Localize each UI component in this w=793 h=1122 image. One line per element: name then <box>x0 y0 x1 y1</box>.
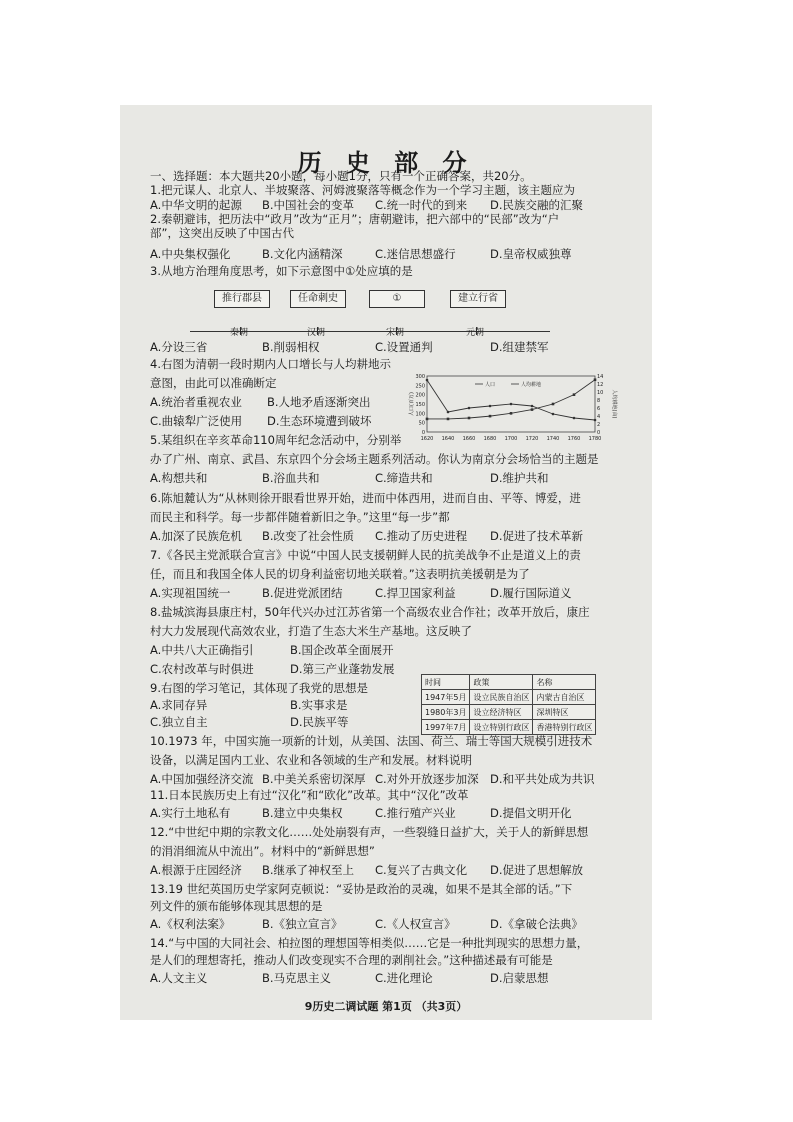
q5-option-b: B.浴血共和 <box>262 471 320 485</box>
q11-option-c: C.推行殖产兴业 <box>375 806 456 820</box>
q12-option-d: D.促进了思想解放 <box>490 863 584 877</box>
timeline-era-song: 宋朝 <box>386 328 405 338</box>
q7-option-d: D.履行国际道义 <box>490 586 572 600</box>
timeline-box-2: 任命刺史 <box>290 290 346 308</box>
chart-point <box>531 405 534 408</box>
q12-option-a: A.根源于庄园经济 <box>150 863 242 877</box>
chart-legend-label: 人口 <box>485 382 496 388</box>
chart-point <box>510 403 513 406</box>
q1-stem: 1.把元谋人、北京人、半坡聚落、河姆渡聚落等概念作为一个学习主题，该主题应为 <box>150 183 575 197</box>
q9-option-a: A.求同存异 <box>150 698 208 712</box>
chart-y-right-tick-label: 12 <box>597 382 604 388</box>
q3-stem: 3.从地方治理角度思考，如下示意图中①处应填的是 <box>150 264 413 278</box>
q6-option-a: A.加深了民族危机 <box>150 529 242 543</box>
q4-option-b: B.人地矛盾逐渐突出 <box>267 395 371 409</box>
timeline-box-1: 推行郡县 <box>214 290 270 308</box>
q11-option-d: D.提倡文明开化 <box>490 806 572 820</box>
table-row <box>422 720 596 735</box>
table-row <box>422 705 596 720</box>
chart-x-tick-label: 1620 <box>420 436 434 442</box>
q7-stem: 7.《各民主党派联合宣言》中说“中国人民支援朝鲜人民的抗美战争不止是道义上的责 <box>150 548 581 562</box>
chart-x-tick-label: 1700 <box>504 436 518 442</box>
chart-y-left-tick-label: 250 <box>415 383 425 390</box>
q8-option-d: D.第三产业蓬勃发展 <box>290 662 395 676</box>
q9-option-c: C.独立自主 <box>150 715 208 729</box>
chart-y-right-tick-label: 2 <box>597 422 601 428</box>
q10-option-c: C.对外开放逐步加深 <box>375 772 479 786</box>
chart-point <box>594 378 597 381</box>
q9-option-d: D.民族平等 <box>290 715 349 729</box>
table-cell: 设立特别行政区 <box>470 720 533 735</box>
q14-stem-2: 是人们的理想寄托，推动人们改变现实不合理的剥削社会。”这种描述最有可能是 <box>150 953 553 967</box>
chart-point <box>426 379 429 382</box>
q9-stem: 9.右图的学习笔记，其体现了我党的思想是 <box>150 681 368 695</box>
q14-option-a: A.人文主义 <box>150 971 208 985</box>
chart-x-tick-label: 1780 <box>588 436 602 442</box>
chart-y-right-label: 人均耕地(亩) <box>611 389 617 419</box>
q5-option-c: C.缔造共和 <box>375 471 433 485</box>
q12-option-c: C.复兴了古典文化 <box>375 863 468 877</box>
chart-y-right-tick-label: 10 <box>597 390 604 396</box>
chart-y-left-tick-label: 100 <box>415 411 425 418</box>
chart-y-right-tick-label: 14 <box>597 374 604 380</box>
chart-background <box>405 370 620 445</box>
q2-stem: 2.秦朝避讳，把历法中“政月”改为“正月”；唐朝避讳，把六部中的“民部”改为“户 <box>150 212 560 226</box>
chart-point <box>468 407 471 410</box>
q5-stem-2: 办了广州、南京、武昌、东京四个分会场主题系列活动。你认为南京分会场恰当的主题是 <box>150 452 599 466</box>
chart-point <box>531 408 534 411</box>
q10-stem-2: 设备，以满足国内工业、农业和各领域的生产和发展。材料说明 <box>150 753 472 767</box>
q13-stem-2: 列文件的颁布能够体现其思想的是 <box>150 899 323 913</box>
timeline-era-qin: 秦朝 <box>230 328 249 338</box>
q5-option-a: A.构想共和 <box>150 471 208 485</box>
chart-point <box>489 415 492 418</box>
q1-option-c: C.统一时代的到来 <box>375 198 468 212</box>
table-cell: 深圳特区 <box>533 705 596 720</box>
q2-stem-2: 部”，这突出反映了中国古代 <box>150 226 294 240</box>
q14-stem: 14.“与中国的大同社会、柏拉图的理想国等相类似……它是一种批判现实的思想力量， <box>150 936 589 950</box>
q8-option-a: A.中共八大正确指引 <box>150 643 254 657</box>
timeline-era-yuan: 元朝 <box>466 328 485 338</box>
q12-option-b: B.继承了神权至上 <box>262 863 355 877</box>
table-cell: 设立经济特区 <box>470 705 533 720</box>
table-cell: 1997年7月 <box>422 720 470 735</box>
q10-option-a: A.中国加强经济交流 <box>150 772 254 786</box>
chart-y-right-tick-label: 6 <box>597 406 601 412</box>
chart-y-left-label: 人口(百万) <box>409 392 415 416</box>
page-title: 历 史 部 分 <box>297 148 475 177</box>
q4-stem-2: 意图，由此可以准确断定 <box>150 376 277 390</box>
q7-option-c: C.捍卫国家利益 <box>375 586 456 600</box>
q8-stem: 8.盐城滨海县康庄村，50年代兴办过江苏省第一个高级农业合作社；改革开放后，康庄 <box>150 605 590 619</box>
q5-stem: 5.某组织在辛亥革命110周年纪念活动中，分别举 <box>150 433 402 447</box>
q14-option-b: B.马克思主义 <box>262 971 332 985</box>
chart-y-right-tick-label: 0 <box>597 430 601 436</box>
chart-y-left-tick-label: 200 <box>415 392 425 399</box>
q8-stem-2: 村大力发展现代高效农业，打造了生态大米生产基地。这反映了 <box>150 624 472 638</box>
chart-point <box>468 417 471 420</box>
timeline-era-han: 汉朝 <box>307 328 326 338</box>
chart-point <box>573 417 576 420</box>
q4-option-d: D.生态环境遭到破坏 <box>267 414 372 428</box>
chart-x-tick-label: 1660 <box>462 436 476 442</box>
q3-option-b: B.削弱相权 <box>262 340 320 354</box>
chart-point <box>594 419 597 422</box>
q8-option-c: C.农村改革与时俱进 <box>150 662 254 676</box>
chart-legend-label: 人均耕地 <box>521 382 542 388</box>
chart-point <box>552 413 555 416</box>
q4-stem: 4.右图为清朝一段时期内人口增长与人均耕地示 <box>150 357 391 371</box>
table-header-cell: 时间 <box>422 675 470 690</box>
q13-stem: 13.19 世纪英国历史学家阿克顿说：“妥协是政治的灵魂，如果不是其全部的话。”下 <box>150 882 573 896</box>
chart-y-left-tick-label: 50 <box>418 420 425 427</box>
chart-x-tick-label: 1680 <box>483 436 497 442</box>
timeline-box-3: ① <box>369 290 425 308</box>
q4-option-c: C.曲辕犁广泛使用 <box>150 414 243 428</box>
q10-option-d: D.和平共处成为共识 <box>490 772 595 786</box>
q7-option-a: A.实现祖国统一 <box>150 586 231 600</box>
population-land-chart <box>405 370 620 445</box>
q10-stem: 10.1973 年，中国实施一项新的计划，从美国、法国、荷兰、瑞士等国大规模引进技术 <box>150 734 593 748</box>
chart-point <box>489 405 492 408</box>
q3-option-a: A.分设三省 <box>150 340 208 354</box>
q5-option-d: D.维护共和 <box>490 471 549 485</box>
q12-stem-2: 的涓涓细流从中流出”。材料中的“新鲜思想” <box>150 844 375 858</box>
q14-option-c: C.进化理论 <box>375 971 433 985</box>
q10-option-b: B.中美关系密切深厚 <box>262 772 366 786</box>
q3-option-c: C.设置通判 <box>375 340 433 354</box>
chart-y-right-tick-label: 4 <box>597 414 601 420</box>
q6-stem: 6.陈旭麓认为“从林则徐开眼看世界开始，进而中体西用，进而自由、平等、博爱，进 <box>150 491 581 505</box>
chart-point <box>447 418 450 421</box>
chart-y-right-tick-label: 8 <box>597 398 601 404</box>
chart-point <box>510 412 513 415</box>
q2-option-b: B.文化内涵精深 <box>262 247 343 261</box>
q13-option-c: C.《人权宣言》 <box>375 917 456 931</box>
table-header-cell: 名称 <box>533 675 596 690</box>
chart-point <box>552 403 555 406</box>
q4-option-a: A.统治者重视农业 <box>150 395 242 409</box>
q7-stem-2: 任，而且和我国全体人民的切身利益密切地关联着。”这表明抗美援朝是为了 <box>150 567 530 581</box>
study-notes-table <box>421 674 596 735</box>
q6-option-b: B.改变了社会性质 <box>262 529 355 543</box>
table-cell: 设立民族自治区 <box>470 690 533 705</box>
chart-point <box>573 393 576 396</box>
chart-point <box>447 411 450 414</box>
chart-x-tick-label: 1760 <box>567 436 581 442</box>
timeline-box-4: 建立行省 <box>450 290 506 308</box>
q2-option-d: D.皇帝权威独尊 <box>490 247 572 261</box>
q7-option-b: B.促进党派团结 <box>262 586 343 600</box>
chart-point <box>426 418 429 421</box>
table-cell: 1980年3月 <box>422 705 470 720</box>
chart-y-left-tick-label: 0 <box>421 430 425 436</box>
q3-option-d: D.组建禁军 <box>490 340 549 354</box>
q1-option-b: B.中国社会的变革 <box>262 198 355 212</box>
table-cell: 内蒙古自治区 <box>533 690 596 705</box>
chart-x-tick-label: 1640 <box>441 436 455 442</box>
table-cell: 1947年5月 <box>422 690 470 705</box>
q2-option-c: C.迷信思想盛行 <box>375 247 456 261</box>
q11-stem: 11.日本民族历史上有过“汉化”和“欧化”改革。其中“汉化”改革 <box>150 788 469 802</box>
chart-y-left-tick-label: 150 <box>415 402 425 408</box>
q1-option-d: D.民族交融的汇聚 <box>490 198 584 212</box>
table-header-row <box>422 675 596 690</box>
q2-option-a: A.中央集权强化 <box>150 247 231 261</box>
q12-stem: 12.“中世纪中期的宗教文化……处处崩裂有声，一些裂缝日益扩大，关于人的新鲜思想 <box>150 825 589 839</box>
exam-paper <box>120 105 652 1020</box>
table-cell: 香港特别行政区 <box>533 720 596 735</box>
table-header-cell: 政策 <box>470 675 533 690</box>
chart-y-left-tick-label: 300 <box>415 374 425 380</box>
chart-x-tick-label: 1720 <box>525 436 539 442</box>
q13-option-d: D.《拿破仑法典》 <box>490 917 584 931</box>
q13-option-a: A.《权利法案》 <box>150 917 231 931</box>
q11-option-a: A.实行土地私有 <box>150 806 231 820</box>
q14-option-d: D.启蒙思想 <box>490 971 549 985</box>
q11-option-b: B.建立中央集权 <box>262 806 343 820</box>
q6-option-c: C.推动了历史进程 <box>375 529 468 543</box>
q6-option-d: D.促进了技术革新 <box>490 529 584 543</box>
q8-option-b: B.国企改革全面展开 <box>290 643 394 657</box>
chart-x-tick-label: 1740 <box>546 436 560 442</box>
table-row <box>422 690 596 705</box>
section-intro: 一、选择题：本大题共20小题，每小题1分，只有一个正确答案，共20分。 <box>150 169 532 183</box>
q9-option-b: B.实事求是 <box>290 698 348 712</box>
page-footer: 9历史二调试题 第1页 （共3页） <box>304 1000 468 1013</box>
q1-option-a: A.中华文明的起源 <box>150 198 242 212</box>
q6-stem-2: 而民主和科学。每一步都伴随着新旧之争。”这里“每一步”都 <box>150 510 450 524</box>
q13-option-b: B.《独立宣言》 <box>262 917 343 931</box>
